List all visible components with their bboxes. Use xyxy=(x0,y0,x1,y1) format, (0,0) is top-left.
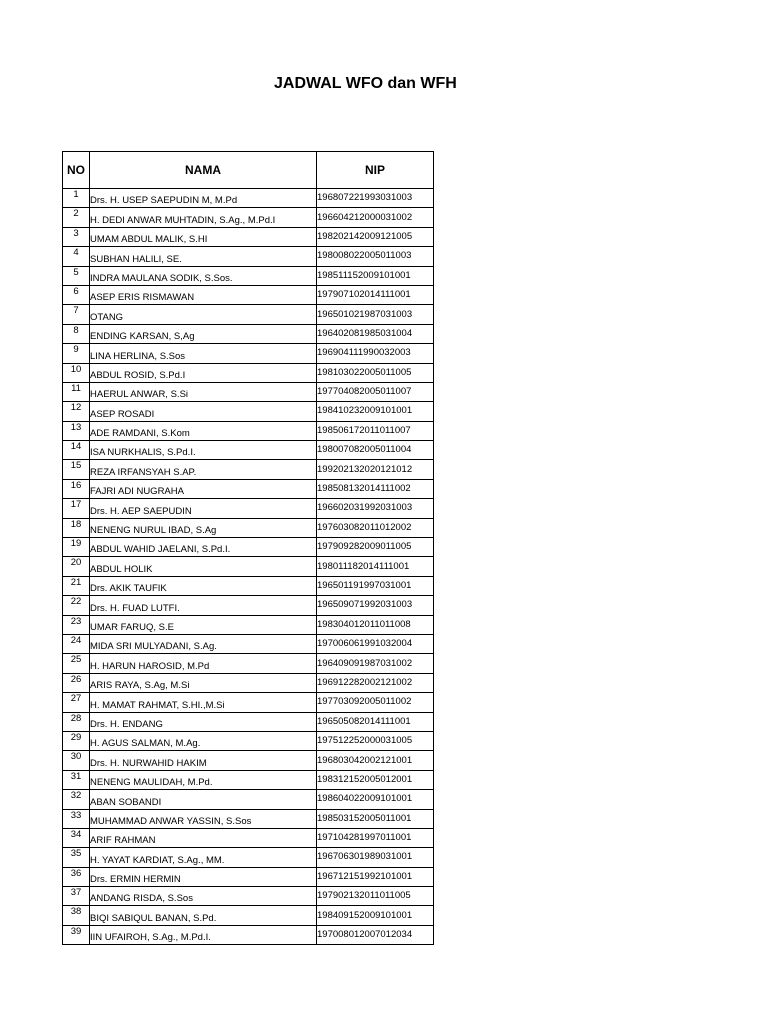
table-row xyxy=(63,790,434,809)
cell-nama: ISA NURKHALIS, S.Pd.I. xyxy=(90,441,317,460)
cell-nama: MIDA SRI MULYADANI, S.Ag. xyxy=(90,634,317,653)
header-nip: NIP xyxy=(317,152,434,189)
cell-no: 5 xyxy=(63,266,90,285)
table-row xyxy=(63,189,434,208)
cell-no: 22 xyxy=(63,596,90,615)
table-row xyxy=(63,324,434,343)
table-row xyxy=(63,867,434,886)
cell-nip: 198503152005011001 xyxy=(317,809,434,828)
cell-nama: FAJRI ADI NUGRAHA xyxy=(90,479,317,498)
cell-no: 1 xyxy=(63,189,90,208)
cell-nama: NENENG NURUL IBAD, S.Ag xyxy=(90,518,317,537)
cell-no: 15 xyxy=(63,460,90,479)
cell-nip: 197703092005011002 xyxy=(317,693,434,712)
cell-no: 3 xyxy=(63,227,90,246)
cell-no: 2 xyxy=(63,208,90,227)
cell-no: 34 xyxy=(63,828,90,847)
cell-nama: H. MAMAT RAHMAT, S.HI.,M.Si xyxy=(90,693,317,712)
cell-nip: 198508132014111002 xyxy=(317,479,434,498)
cell-nip: 197008012007012034 xyxy=(317,925,434,944)
cell-nama: ANDANG RISDA, S.Sos xyxy=(90,887,317,906)
cell-nama: HAERUL ANWAR, S.Si xyxy=(90,382,317,401)
table-row xyxy=(63,673,434,692)
table-row xyxy=(63,382,434,401)
cell-nip: 196904111990032003 xyxy=(317,344,434,363)
cell-nip: 198011182014111001 xyxy=(317,557,434,576)
cell-no: 23 xyxy=(63,615,90,634)
cell-nama: Drs. H. USEP SAEPUDIN M, M.Pd xyxy=(90,189,317,208)
cell-nip: 196602031992031003 xyxy=(317,499,434,518)
cell-no: 13 xyxy=(63,421,90,440)
cell-nama: Drs. H. NURWAHID HAKIM xyxy=(90,751,317,770)
cell-nama: BIQI SABIQUL BANAN, S.Pd. xyxy=(90,906,317,925)
table-row xyxy=(63,402,434,421)
cell-nama: Drs. ERMIN HERMIN xyxy=(90,867,317,886)
cell-nama: ENDING KARSAN, S,Ag xyxy=(90,324,317,343)
cell-nip: 197512252000031005 xyxy=(317,731,434,750)
cell-no: 21 xyxy=(63,576,90,595)
cell-nama: ARIF RAHMAN xyxy=(90,828,317,847)
table-row xyxy=(63,208,434,227)
cell-nip: 197104281997011001 xyxy=(317,828,434,847)
cell-no: 16 xyxy=(63,479,90,498)
cell-nip: 198202142009121005 xyxy=(317,227,434,246)
document-title: JADWAL WFO dan WFH xyxy=(274,75,457,92)
cell-nip: 198506172011011007 xyxy=(317,421,434,440)
employee-table xyxy=(62,151,434,945)
cell-nip: 198007082005011004 xyxy=(317,441,434,460)
cell-nama: H. YAYAT KARDIAT, S.Ag., MM. xyxy=(90,848,317,867)
cell-nip: 196501191997031001 xyxy=(317,576,434,595)
cell-no: 17 xyxy=(63,499,90,518)
table-row xyxy=(63,770,434,789)
cell-nip: 196505082014111001 xyxy=(317,712,434,731)
cell-nama: ABDUL ROSID, S.Pd.I xyxy=(90,363,317,382)
cell-no: 30 xyxy=(63,751,90,770)
cell-no: 36 xyxy=(63,867,90,886)
cell-nama: H. AGUS SALMAN, M.Ag. xyxy=(90,731,317,750)
cell-nip: 198410232009101001 xyxy=(317,402,434,421)
cell-no: 25 xyxy=(63,654,90,673)
cell-nip: 196912282002121002 xyxy=(317,673,434,692)
cell-nama: ABDUL WAHID JAELANI, S.Pd.I. xyxy=(90,538,317,557)
cell-nip: 198103022005011005 xyxy=(317,363,434,382)
cell-no: 32 xyxy=(63,790,90,809)
cell-nama: H. HARUN HAROSID, M.Pd xyxy=(90,654,317,673)
cell-nama: UMAM ABDUL MALIK, S.HI xyxy=(90,227,317,246)
cell-nama: LINA HERLINA, S.Sos xyxy=(90,344,317,363)
table-row xyxy=(63,693,434,712)
table-row xyxy=(63,247,434,266)
cell-no: 7 xyxy=(63,305,90,324)
cell-no: 38 xyxy=(63,906,90,925)
cell-nip: 196501021987031003 xyxy=(317,305,434,324)
table-row xyxy=(63,906,434,925)
table-row xyxy=(63,538,434,557)
cell-nip: 197907102014111001 xyxy=(317,285,434,304)
cell-nip: 199202132020121012 xyxy=(317,460,434,479)
cell-no: 20 xyxy=(63,557,90,576)
cell-nip: 196712151992101001 xyxy=(317,867,434,886)
cell-nip: 196409091987031002 xyxy=(317,654,434,673)
table-row xyxy=(63,421,434,440)
cell-nip: 198511152009101001 xyxy=(317,266,434,285)
table-row xyxy=(63,751,434,770)
title-viewport xyxy=(0,72,457,100)
cell-nip: 198312152005012001 xyxy=(317,770,434,789)
cell-no: 4 xyxy=(63,247,90,266)
cell-nip: 196706301989031001 xyxy=(317,848,434,867)
cell-nip: 197603082011012002 xyxy=(317,518,434,537)
cell-nama: UMAR FARUQ, S.E xyxy=(90,615,317,634)
table-row xyxy=(63,654,434,673)
cell-nama: REZA IRFANSYAH S.AP. xyxy=(90,460,317,479)
table-row xyxy=(63,576,434,595)
table-row xyxy=(63,634,434,653)
cell-no: 37 xyxy=(63,887,90,906)
cell-nip: 198409152009101001 xyxy=(317,906,434,925)
table-row xyxy=(63,227,434,246)
cell-nama: ASEP ROSADI xyxy=(90,402,317,421)
cell-nip: 196807221993031003 xyxy=(317,189,434,208)
cell-no: 24 xyxy=(63,634,90,653)
header-no: NO xyxy=(63,152,90,189)
table-row xyxy=(63,731,434,750)
cell-no: 27 xyxy=(63,693,90,712)
cell-nip: 196402081985031004 xyxy=(317,324,434,343)
table-row xyxy=(63,305,434,324)
cell-nama: Drs. AKIK TAUFIK xyxy=(90,576,317,595)
cell-no: 10 xyxy=(63,363,90,382)
cell-nip: 196803042002121001 xyxy=(317,751,434,770)
cell-nip: 197909282009011005 xyxy=(317,538,434,557)
table-row xyxy=(63,809,434,828)
header-nama: NAMA xyxy=(90,152,317,189)
cell-no: 31 xyxy=(63,770,90,789)
table-row xyxy=(63,712,434,731)
table-row xyxy=(63,344,434,363)
table-row xyxy=(63,848,434,867)
cell-nama: Drs. H. FUAD LUTFI. xyxy=(90,596,317,615)
table-row xyxy=(63,441,434,460)
table-row xyxy=(63,363,434,382)
cell-no: 9 xyxy=(63,344,90,363)
cell-nip: 197006061991032004 xyxy=(317,634,434,653)
cell-nip: 197704082005011007 xyxy=(317,382,434,401)
cell-nip: 198304012011011008 xyxy=(317,615,434,634)
cell-no: 19 xyxy=(63,538,90,557)
table-row xyxy=(63,499,434,518)
cell-nama: INDRA MAULANA SODIK, S.Sos. xyxy=(90,266,317,285)
table-header-row xyxy=(63,152,434,189)
cell-no: 28 xyxy=(63,712,90,731)
table-row xyxy=(63,266,434,285)
table-row xyxy=(63,285,434,304)
table-row xyxy=(63,887,434,906)
cell-no: 29 xyxy=(63,731,90,750)
cell-nama: H. DEDI ANWAR MUHTADIN, S.Ag., M.Pd.I xyxy=(90,208,317,227)
cell-nama: MUHAMMAD ANWAR YASSIN, S.Sos xyxy=(90,809,317,828)
cell-nip: 198604022009101001 xyxy=(317,790,434,809)
table-row xyxy=(63,460,434,479)
cell-nama: SUBHAN HALILI, SE. xyxy=(90,247,317,266)
cell-nip: 198008022005011003 xyxy=(317,247,434,266)
cell-nama: ADE RAMDANI, S.Kom xyxy=(90,421,317,440)
table-row xyxy=(63,518,434,537)
table-row xyxy=(63,557,434,576)
cell-nama: Drs. H. AEP SAEPUDIN xyxy=(90,499,317,518)
cell-nama: OTANG xyxy=(90,305,317,324)
cell-no: 8 xyxy=(63,324,90,343)
table-row xyxy=(63,615,434,634)
table-row xyxy=(63,596,434,615)
cell-nama: ARIS RAYA, S.Ag, M.Si xyxy=(90,673,317,692)
cell-no: 18 xyxy=(63,518,90,537)
table-row xyxy=(63,479,434,498)
table-body xyxy=(63,189,434,945)
table-row xyxy=(63,925,434,944)
cell-no: 14 xyxy=(63,441,90,460)
cell-nama: IIN UFAIROH, S.Ag., M.Pd.I. xyxy=(90,925,317,944)
cell-nip: 197902132011011005 xyxy=(317,887,434,906)
cell-nama: ABAN SOBANDI xyxy=(90,790,317,809)
table-row xyxy=(63,828,434,847)
cell-no: 12 xyxy=(63,402,90,421)
cell-no: 33 xyxy=(63,809,90,828)
cell-nama: ABDUL HOLIK xyxy=(90,557,317,576)
cell-no: 26 xyxy=(63,673,90,692)
cell-nip: 196509071992031003 xyxy=(317,596,434,615)
cell-nama: NENENG MAULIDAH, M.Pd. xyxy=(90,770,317,789)
cell-no: 11 xyxy=(63,382,90,401)
cell-no: 35 xyxy=(63,848,90,867)
cell-no: 39 xyxy=(63,925,90,944)
cell-nama: Drs. H. ENDANG xyxy=(90,712,317,731)
cell-no: 6 xyxy=(63,285,90,304)
cell-nip: 196604212000031002 xyxy=(317,208,434,227)
cell-nama: ASEP ERIS RISMAWAN xyxy=(90,285,317,304)
